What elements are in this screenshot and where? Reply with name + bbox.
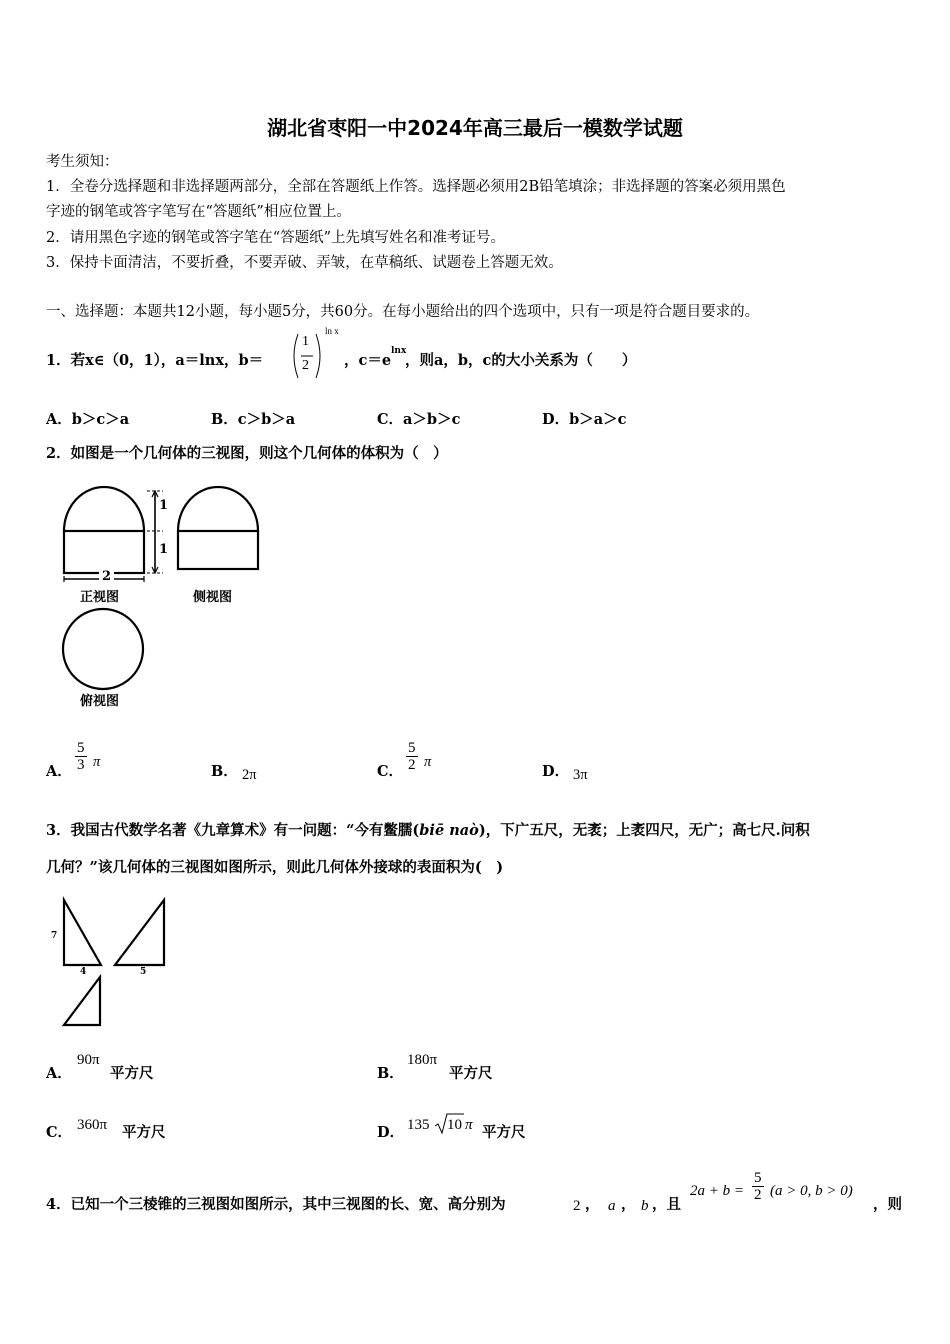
- q4-v3: b: [641, 1198, 649, 1214]
- q3-dim-h: 7: [51, 931, 58, 941]
- q1-lead: 1．若x∈（0，1），a＝lnx，b＝: [46, 352, 264, 369]
- q4-v1: 2: [573, 1198, 581, 1214]
- q3-line2: 几何？”该几何体的三视图如图所示，则此几何体外接球的表面积为( ): [46, 859, 504, 876]
- notice-heading: 考生须知：: [46, 154, 119, 170]
- q1-mid: ，c＝e: [344, 352, 392, 369]
- q2-option-a-den: 3: [77, 757, 85, 773]
- q1-frac-num: 1: [302, 334, 309, 349]
- q2-option-c-label[interactable]: C．: [377, 763, 404, 780]
- q4-eq-cond: (a > 0, b > 0): [770, 1183, 853, 1199]
- q3-option-c-label[interactable]: C．: [46, 1124, 73, 1141]
- q1-exp: ln x: [325, 326, 339, 336]
- q3-option-b-val: 180π: [407, 1052, 438, 1068]
- q2-dim-h1: 1: [159, 498, 169, 513]
- q3-option-a-label[interactable]: A．: [46, 1065, 72, 1082]
- q1-frac-den: 2: [302, 358, 309, 373]
- q2-side-view: [178, 487, 258, 569]
- q3-option-d-rad: 10: [447, 1117, 462, 1133]
- q4-sep2: ，: [621, 1196, 636, 1213]
- q4-sep1: ，: [585, 1196, 600, 1213]
- q3-pinyin: biē naò: [419, 822, 479, 839]
- notice-item-1a: 1．全卷分选择题和非选择题两部分，全部在答题纸上作答。选择题必须用2B铅笔填涂；非选择题的答案必须用黑色: [46, 179, 786, 195]
- q3-top-triangle: [64, 977, 100, 1025]
- notice-item-2: 2．请用黑色字迹的钢笔或答字笔在“答题纸”上先填写姓名和准考证号。: [46, 230, 506, 246]
- q3-option-c-val: 360π: [77, 1117, 108, 1133]
- q2-option-a-num: 5: [77, 740, 85, 756]
- q4-v2: a: [608, 1198, 616, 1214]
- q4-eq-num: 5: [754, 1170, 762, 1186]
- q2-label-front: 正视图: [80, 590, 120, 605]
- q3-line1a: 3．我国古代数学名著《九章算术》有一问题：“今有鳖臑(: [46, 822, 420, 839]
- q2-dim-width: 2: [99, 567, 114, 587]
- q3-dim-w2: 5: [140, 967, 147, 977]
- q4-eq-frac: [752, 1170, 764, 1203]
- q2-option-b-val: 2π: [242, 767, 257, 783]
- q1-option-c[interactable]: C．a＞b＞c: [377, 411, 461, 428]
- page-title: 湖北省枣阳一中2024年高三最后一模数学试题: [267, 116, 683, 140]
- q2-stem: 2．如图是一个几何体的三视图，则这个几何体的体积为（ ）: [46, 445, 448, 462]
- q1-tail: ，则a，b，c的大小关系为（ ）: [405, 352, 637, 369]
- q3-side-triangle: [115, 900, 164, 965]
- q2-top-view: [63, 609, 143, 689]
- q3-three-view-figure: [55, 895, 175, 1035]
- section-1-heading: 一、选择题：本题共12小题，每小题5分，共60分。在每小题给出的四个选项中，只有一项是符合题目要求的。: [46, 304, 760, 320]
- q3-line1b: )，下广五尺，无袤；上袤四尺，无广；高七尺.问积: [478, 822, 810, 839]
- notice-item-3: 3．保持卡面清洁，不要折叠，不要弄破、弄皱，在草稿纸、试题卷上答题无效。: [46, 255, 563, 271]
- q2-label-side: 侧视图: [193, 590, 233, 605]
- q3-front-triangle: [64, 900, 101, 965]
- q2-option-c-num: 5: [408, 740, 416, 756]
- q3-dim-w1: 4: [80, 967, 87, 977]
- q1-c-exp: lnx: [391, 346, 407, 356]
- q4-lead: 4．已知一个三棱锥的三视图如图所示，其中三视图的长、宽、高分别为: [46, 1196, 506, 1213]
- q4-eq-left: 2a + b =: [690, 1183, 744, 1199]
- q2-option-c-den: 2: [408, 757, 416, 773]
- q3-option-d-pre: 135: [407, 1117, 430, 1133]
- q4-sep3: ，且: [652, 1196, 681, 1213]
- notice-item-1b: 字迹的钢笔或答字笔写在“答题纸”相应位置上。: [46, 204, 351, 220]
- q3-option-d-unit: 平方尺: [482, 1124, 526, 1141]
- q2-dim-h2: 1: [159, 542, 169, 557]
- q4-eq-den: 2: [754, 1187, 762, 1203]
- q2-option-b-label[interactable]: B．: [211, 763, 238, 780]
- q3-option-a-unit: 平方尺: [110, 1065, 154, 1082]
- q3-option-d-pi: π: [465, 1117, 473, 1133]
- q3-option-a-val: 90π: [77, 1052, 100, 1068]
- q4-tail: ，则: [873, 1196, 902, 1213]
- q1-option-a[interactable]: A．b＞c＞a: [46, 411, 130, 428]
- q2-option-a-pi: π: [93, 754, 101, 770]
- q1-option-d[interactable]: D．b＞a＞c: [542, 411, 627, 428]
- q3-option-d-label[interactable]: D．: [377, 1124, 405, 1141]
- q2-option-d-label[interactable]: D．: [542, 763, 570, 780]
- q3-line1: [46, 821, 810, 841]
- q2-option-a-frac: [75, 740, 87, 773]
- q2-label-top: 俯视图: [80, 694, 120, 709]
- q2-option-c-pi: π: [424, 754, 432, 770]
- q3-option-b-unit: 平方尺: [449, 1065, 493, 1082]
- q2-option-d-val: 3π: [573, 767, 588, 783]
- q2-option-c-frac: [406, 740, 418, 773]
- q3-option-b-label[interactable]: B．: [377, 1065, 404, 1082]
- q1-option-b[interactable]: B．c＞b＞a: [211, 411, 296, 428]
- q2-option-a-label[interactable]: A．: [46, 763, 72, 780]
- q3-option-c-unit: 平方尺: [122, 1124, 166, 1141]
